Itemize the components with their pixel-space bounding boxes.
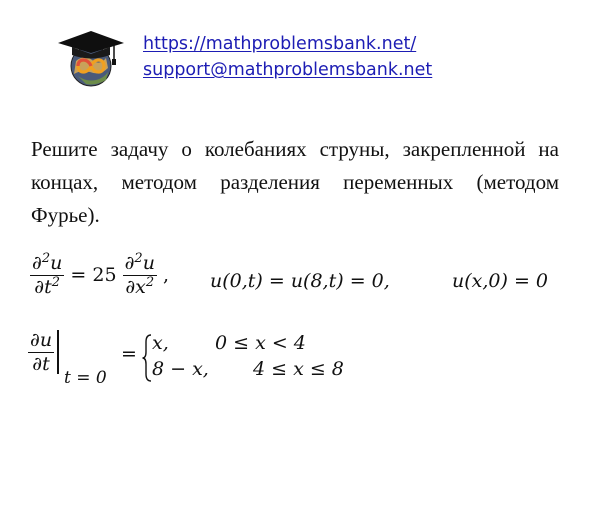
velocity-denominator: ∂t xyxy=(32,352,50,375)
header-links xyxy=(143,31,432,83)
velocity-fraction xyxy=(28,328,54,375)
evaluation-bar xyxy=(57,330,59,374)
velocity-equals: = xyxy=(121,343,137,365)
rhs-fraction xyxy=(123,251,157,298)
cases-brace xyxy=(142,334,152,382)
initial-condition: u(x,0) = 0 xyxy=(452,270,548,292)
case1-expression: x, xyxy=(152,332,169,354)
rhs-numerator: ∂$^2$u xyxy=(124,251,155,274)
wave-equation xyxy=(30,251,170,298)
problem-text: Решите задачу о колебаниях струны, закрепленной на концах, методом разделения переменных (методом Фурье). xyxy=(31,137,559,227)
case1-condition: 0 ≤ x < 4 xyxy=(215,332,306,354)
case2-condition: 4 ≤ x ≤ 8 xyxy=(253,358,344,380)
site-link[interactable]: https://mathproblemsbank.net/ xyxy=(143,34,417,54)
lhs-fraction xyxy=(30,251,64,298)
email-link[interactable]: support@mathproblemsbank.net xyxy=(143,60,433,80)
velocity-numerator: ∂u xyxy=(30,328,53,351)
equals-coefficient: = 25 xyxy=(70,264,117,286)
rhs-denominator: $\partial x^2$ xyxy=(125,275,155,298)
evaluation-subscript: t = 0 xyxy=(64,368,107,388)
lhs-denominator: $\partial t^2$ xyxy=(34,275,61,298)
graduation-cap-globe-icon xyxy=(56,26,126,88)
boundary-conditions: u(0,t) = u(8,t) = 0, xyxy=(210,270,390,292)
case2-expression: 8 − x, xyxy=(152,358,209,380)
lhs-numerator: ∂$^2$u xyxy=(32,251,63,274)
equation-comma: , xyxy=(163,264,170,286)
initial-velocity-lhs xyxy=(28,328,107,388)
